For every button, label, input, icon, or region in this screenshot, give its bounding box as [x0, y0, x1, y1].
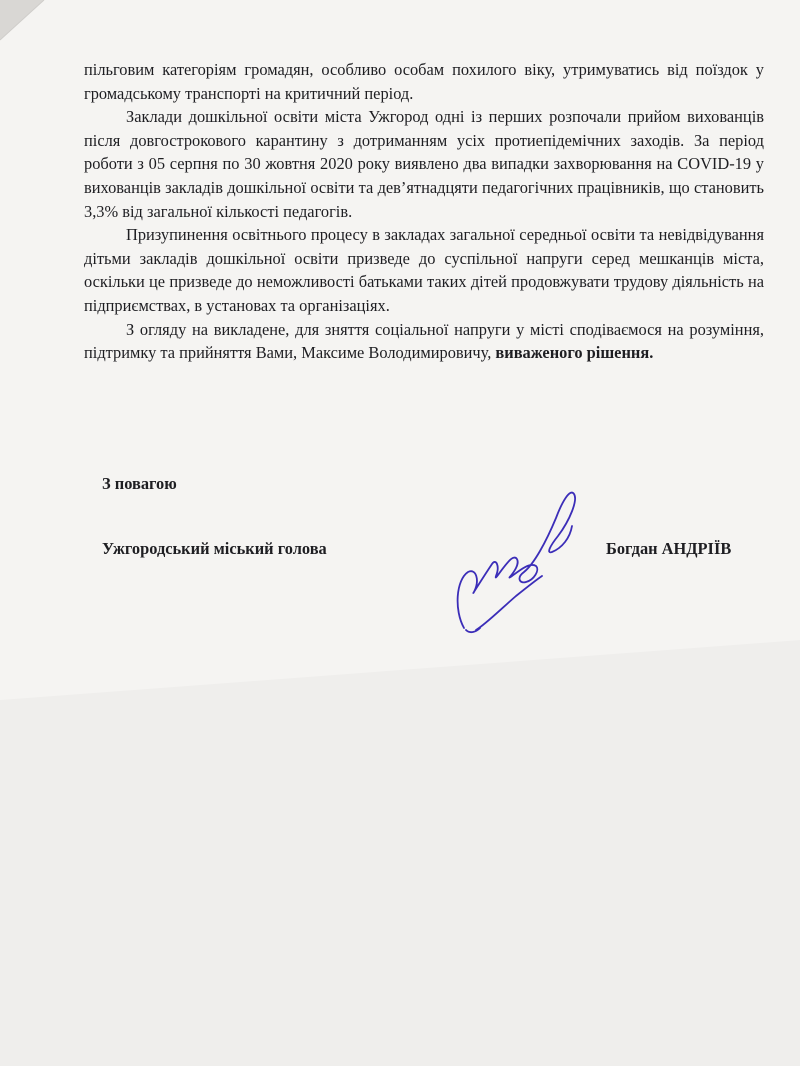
paragraph-1: пільговим категоріям громадян, особливо особам похилого віку, утримуватись від поїздок у громадському транспорті на критичний період.: [84, 60, 764, 103]
signatory-title: Ужгородський міський голова: [102, 539, 327, 558]
handwritten-signature: [446, 480, 596, 650]
paragraph-4: [84, 318, 764, 365]
paragraph-4-emphasis: виваженого рішення.: [495, 343, 654, 363]
signatory-name: Богдан АНДРІЇВ: [606, 539, 732, 558]
paragraph-2: Заклади дошкільної освіти міста Ужгород одні із перших розпочали прийом вихованців після довгострокового карантину з дотриманням усіх протиепідемічних заходів. За період роботи з 05 серпня по 30 жовтня 2020 року виявлено два випадки захворювання на COVID-19 у вихованців закладів дошкільної освіти та дев’ятнадцяти педагогічних працівників, що становить 3,3% від загальної кількості педагогів.: [84, 107, 764, 221]
closing-regards: З повагою: [102, 474, 177, 493]
letter-body: [84, 58, 764, 365]
paragraph-4-text: З огляду на викладене, для зняття соціальної напруги у місті сподіваємося на розуміння, підтримку та прийняття Вами, Максиме Володимировичу,: [84, 319, 764, 363]
paragraph-3: Призупинення освітнього процесу в закладах загальної середньої освіти та невідвідування дітьми закладів дошкільної освіти призведе до суспільної напруги серед мешканців міста, оскільки це призведе до неможливості батьками таких дітей продовжувати трудову діяльність на підприємствах, в установах та організаціях.: [84, 225, 764, 315]
